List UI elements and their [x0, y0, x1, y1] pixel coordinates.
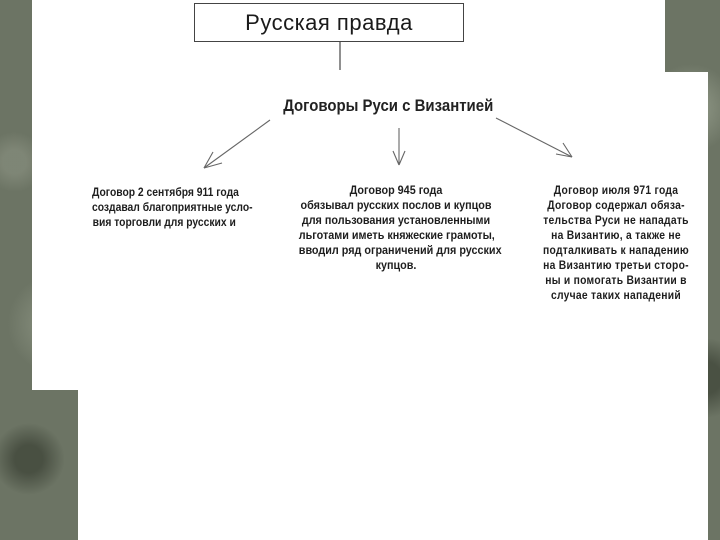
treaty-971-line-4: на Византию, а также не — [551, 228, 681, 242]
treaty-911-line-3: вия торговли для русских и — [92, 215, 236, 229]
treaty-971-line-3: тельства Руси не нападать — [543, 213, 689, 227]
treaty-945-line-3: для пользования установленными — [301, 213, 491, 227]
treaty-911-line-1: Договор 2 сентября 911 года — [92, 185, 239, 199]
treaty-971-line-8: случае таких нападений — [551, 288, 681, 302]
treaty-945-line-6: купцов. — [375, 258, 417, 272]
treaty-971-line-1: Договор июля 971 года — [553, 183, 679, 197]
treaty-971-line-2: Договор содержал обяза- — [547, 198, 685, 212]
treaty-911-text — [92, 185, 253, 230]
treaty-945-text — [298, 183, 502, 273]
treaty-911-line-2: создавал благоприятные усло- — [92, 200, 253, 214]
subtitle: Договоры Руси с Византией — [283, 96, 494, 115]
treaty-971-line-5: подталкивать к нападению — [543, 243, 689, 257]
treaty-945-line-2: обязывал русских послов и купцов — [300, 198, 492, 212]
title-text: Русская правда — [245, 9, 413, 35]
arrow-left — [204, 120, 270, 168]
arrow-center — [393, 128, 405, 165]
treaty-971-line-7: ны и помогать Византии в — [545, 273, 687, 287]
treaty-945-line-1: Договор 945 года — [349, 183, 443, 197]
treaty-945-line-4: льготами иметь княжеские грамоты, — [298, 228, 495, 242]
arrow-right — [496, 118, 572, 157]
treaty-945-line-5: вводил ряд ограничений для русских — [298, 243, 502, 257]
treaty-971-line-6: на Византию третьи сторо- — [543, 258, 689, 272]
treaty-971-text — [532, 183, 701, 303]
